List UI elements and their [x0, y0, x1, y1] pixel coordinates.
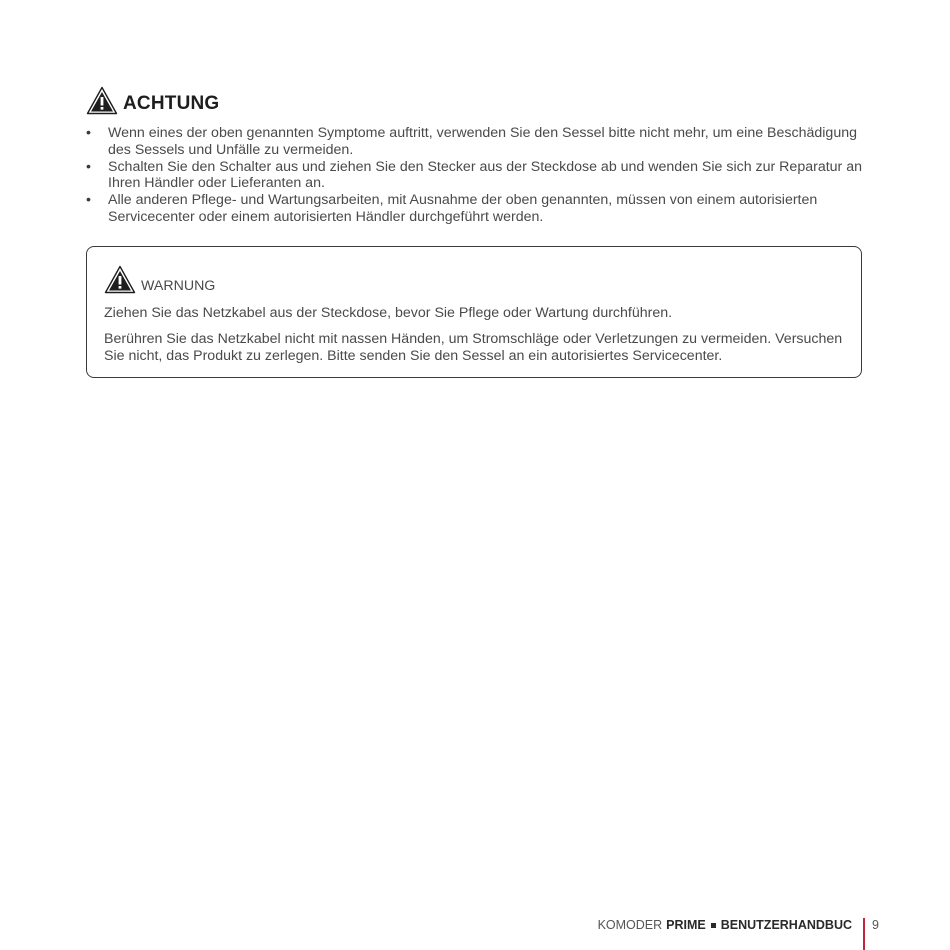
- caution-title: ACHTUNG: [123, 93, 220, 114]
- footer-separator-icon: [711, 923, 716, 928]
- list-item-text: Schalten Sie den Schalter aus und ziehen Sie den Stecker aus der Steckdose ab und wenden Sie sich zur Reparatur an Ihren Händler oder Lieferanten an.: [108, 158, 862, 192]
- bullet: •: [86, 125, 91, 141]
- bullet: •: [86, 192, 91, 209]
- footer-product: PRIME: [666, 918, 706, 932]
- warning-paragraph: Ziehen Sie das Netzkabel aus der Steckdose, bevor Sie Pflege oder Wartung durchführen.: [104, 305, 673, 321]
- page-divider: [863, 918, 865, 950]
- caution-header: [86, 86, 219, 115]
- warning-triangle-icon: [86, 86, 118, 115]
- warning-title: WARNUNG: [141, 278, 216, 294]
- list-item: [86, 159, 876, 193]
- footer-company: KOMODER: [597, 918, 663, 932]
- footer: [598, 917, 852, 933]
- list-item-text: Wenn eines der oben genannten Symptome auftritt, verwenden Sie den Sessel bitte nicht mehr, um eine Beschädigung des Sessels und Unfälle zu vermeiden.: [108, 125, 857, 158]
- list-item-text: Alle anderen Pflege- und Wartungsarbeiten, mit Ausnahme der oben genannten, müssen von einem autorisierten Servicecenter oder einem autorisierten Händler durchgeführt werden.: [108, 192, 818, 225]
- footer-manual-title: BENUTZERHANDBUC: [720, 918, 852, 932]
- page-number: 9: [872, 918, 879, 932]
- list-item: [86, 125, 876, 159]
- list-item: [86, 192, 876, 226]
- warning-header: [104, 265, 215, 294]
- warning-paragraph: Berühren Sie das Netzkabel nicht mit nassen Händen, um Stromschläge oder Verletzungen zu vermeiden. Versuchen Sie nicht, das Produkt zu zerlegen. Bitte senden Sie den Sessel an ein autorisiertes Servicecenter.: [104, 331, 843, 364]
- caution-list: [86, 125, 876, 226]
- bullet: •: [86, 158, 91, 175]
- warning-triangle-icon: [104, 265, 136, 294]
